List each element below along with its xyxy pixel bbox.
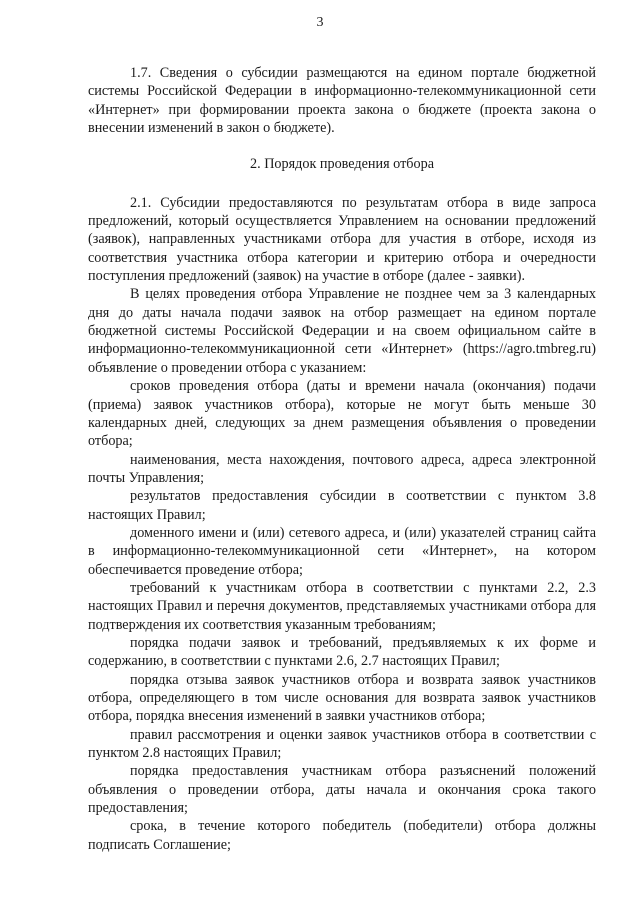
page-number: 3	[316, 15, 324, 30]
list-item: порядка отзыва заявок участников отбора и возврата заявок участников отбора, определяющего в том числе основания для возврата заявок участников отбора, порядка внесения изменений в заявки участников отбора;	[88, 671, 596, 725]
paragraph: 2.1. Субсидии предоставляются по результатам отбора в виде запроса предложений, который осуществляется Управлением на основании предложений (заявок), направленных участниками отбора для участия в отборе, исходя из соответствия участника отбора категории и критерию отбора и очередности поступления предложений (заявок) на участие в отборе (далее - заявки).	[88, 194, 596, 285]
list-item: доменного имени и (или) сетевого адреса, и (или) указателей страниц сайта в информационно-телекоммуникационной сети «Интернет», на котором обеспечивается проведение отбора;	[88, 524, 596, 578]
paragraph: В целях проведения отбора Управление не позднее чем за 3 календарных дня до даты начала подачи заявок на отбор размещает на едином портале бюджетной системы Российской Федерации и на своем официальном сайте в информационно-телекоммуникационной сети «Интернет» (https://agro.tmbreg.ru) объявление о проведении отбора с указанием:	[88, 286, 596, 376]
list-item: сроков проведения отбора (даты и времени начала (окончания) подачи (приема) заявок участников отбора), которые не могут быть меньше 30 календарных дней, следующих за днем размещения объявления о проведении отбора;	[88, 378, 596, 450]
paragraph-1-7: 1.7. Сведения о субсидии размещаются на едином портале бюджетной системы Российской Федерации в информационно-телекоммуникационной сети «Интернет» при формировании проекта закона о бюджете (проекта закона о внесении изменений в закон о бюджете).	[88, 65, 596, 137]
section-heading: 2. Порядок проведения отбора	[250, 156, 434, 173]
list-item: требований к участникам отбора в соответствии с пунктами 2.2, 2.3 настоящих Правил и перечня документов, представляемых участниками отбора для подтверждения их соответствия указанным требованиям;	[88, 579, 596, 633]
document-body	[88, 64, 596, 854]
list-item: результатов предоставления субсидии в соответствии с пунктом 3.8 настоящих Правил;	[88, 488, 596, 523]
list-item: правил рассмотрения и оценки заявок участников отбора в соответствии с пунктом 2.8 настоящих Правил;	[88, 726, 596, 762]
list-item: порядка предоставления участникам отбора разъяснений положений объявления о проведении отбора, даты начала и окончания срока такого предоставления;	[88, 763, 596, 817]
list-item: наименования, места нахождения, почтового адреса, адреса электронной почты Управления;	[88, 451, 596, 486]
list-item: порядка подачи заявок и требований, предъявляемых к их форме и содержанию, в соответствии с пунктами 2.6, 2.7 настоящих Правил;	[88, 634, 596, 670]
list-item: срока, в течение которого победитель (победители) отбора должны подписать Соглашение;	[88, 818, 596, 853]
